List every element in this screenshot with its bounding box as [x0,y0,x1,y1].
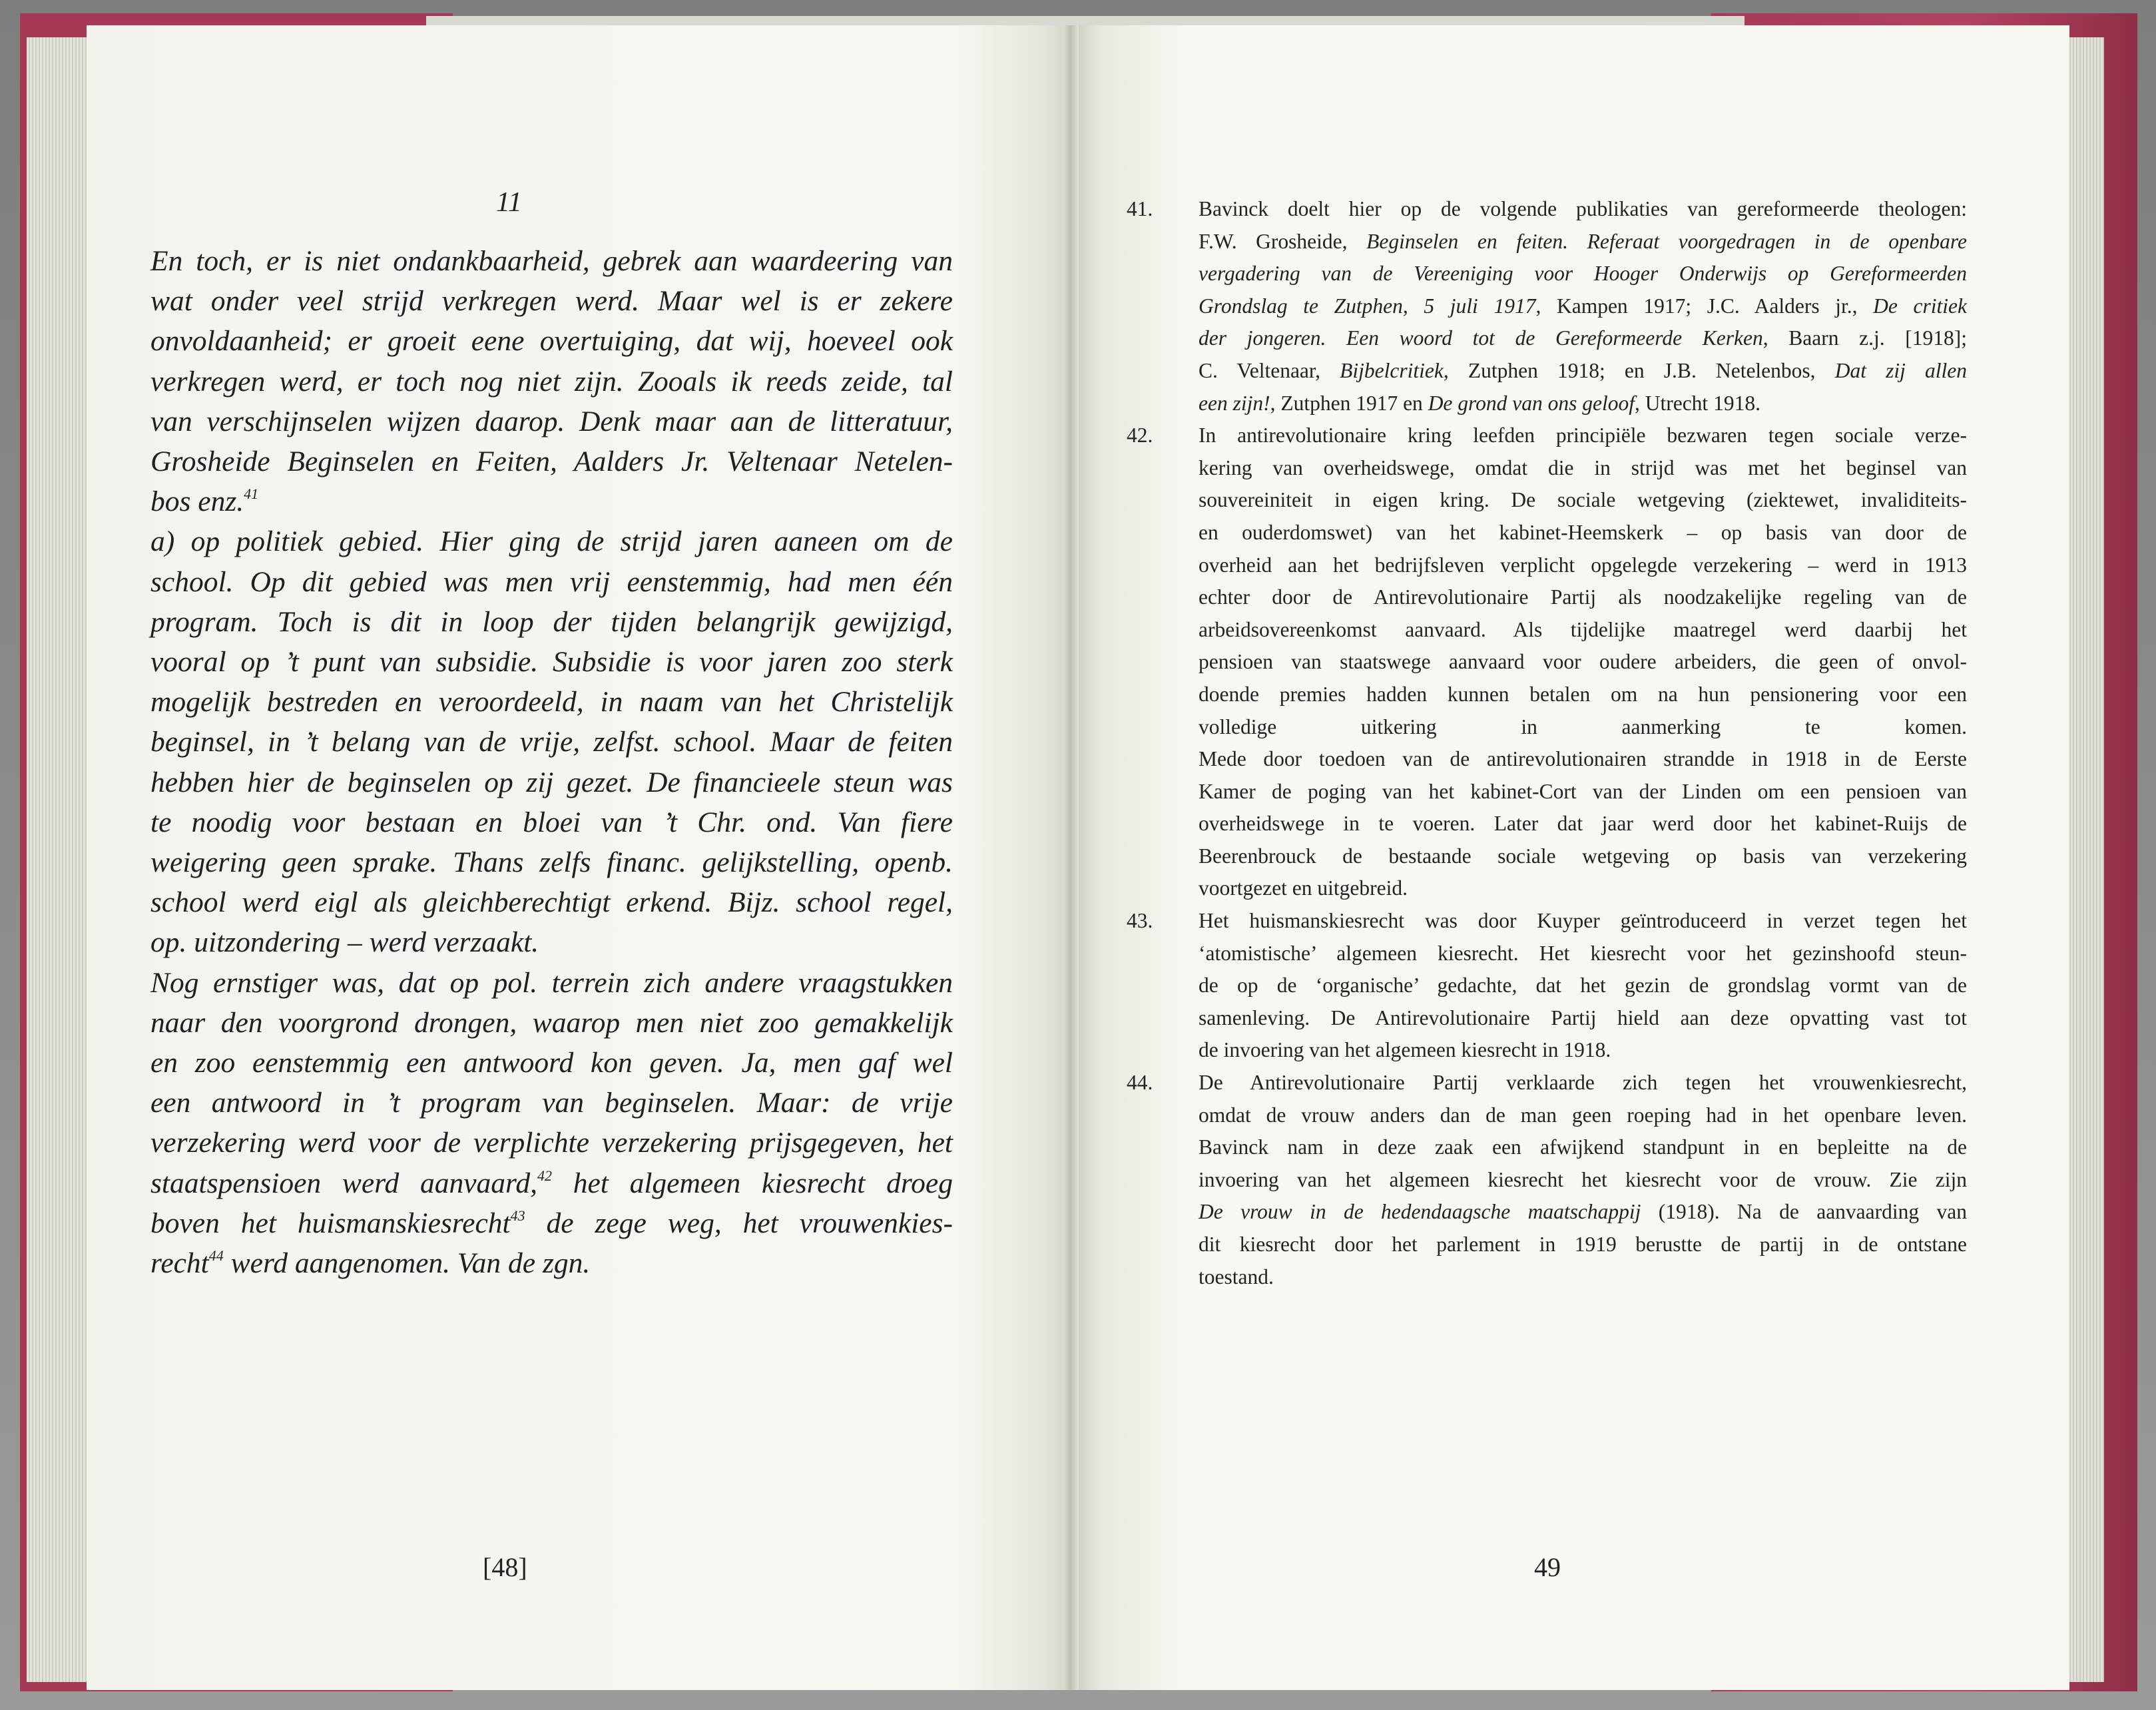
text-line: naar den voorgrond drongen, waarop men niet zoo gemakkelijk [150,1006,953,1039]
text-line: mogelijk bestreden en veroordeeld, in naam van het Christelijk [150,686,953,718]
footnote-ref-44[interactable]: 44 [208,1247,224,1265]
text-line: vooral op ’t punt van subsidie. Subsidie is voor jaren zoo sterk [150,646,953,679]
text-line: Grosheide Beginselen en Feiten, Aalders Jr. Veltenaar Netelen- [150,445,953,478]
text-line: En toch, er is niet ondankbaarheid, gebrek aan waardeering van [150,245,953,277]
footnote-line: arbeidsovereenkomst aanvaard. Als tijdelijke maatregel werd daarbij het [1199,617,1967,641]
footnote-line: Grondslag te Zutphen, 5 juli 1917, Kampen 1917; J.C. Aalders jr., De critiek [1199,294,1968,318]
footnote-line: volledige uitkering in aanmerking te komen. [1199,714,1967,738]
footnote-line: In antirevolutionaire kring leefden principiële bezwaren tegen sociale verze- [1199,424,1967,447]
text-line: hebben hier de beginselen op zij gezet. De financieele steun was [150,766,953,798]
text-line: te noodig voor bestaan en bloei van ’t Chr. ond. Van fiere [150,806,953,838]
footnote-43 [1127,905,1967,1067]
text-line: weigering geen sprake. Thans zelfs financ. gelijkstelling, openb. [150,846,953,879]
footnote-line: overheid aan het bedrijfsleven verplicht opgelegde verzekering – werd in 1913 [1199,553,1967,577]
footnote-line: Mede door toedoen van de antirevolutionairen strandde in 1918 in de Eerste [1199,747,1967,771]
text-line: verkregen werd, er toch nog niet zijn. Zooals ik reeds zeide, tal [150,365,953,398]
footnote-line: overheidswege in te voeren. Later dat jaar werd door het kabinet-Ruijs de [1199,812,1967,836]
text-line: wat onder veel strijd verkregen werd. Maar wel is er zekere [150,285,953,318]
footnote-line: Bavinck nam in deze zaak een afwijkend standpunt in en bepleitte na de [1199,1135,1967,1159]
footnote-line: Kamer de poging van het kabinet-Cort van der Linden om een pensioen van [1199,779,1967,803]
footnote-line: voortgezet en uitgebreid. [1199,876,1408,900]
text-line: en zoo eenstemmig een antwoord kon geven. Ja, men gaf wel [150,1047,953,1079]
footnote-line: F.W. Grosheide, Beginselen en feiten. Referaat voorgedragen in de openbare [1199,229,1967,253]
text-line: een antwoord in ’t program van beginselen. Maar: de vrije [150,1087,953,1119]
text-line: verzekering werd voor de verplichte verzekering prijsgegeven, het [150,1127,953,1159]
text-line: onvoldaanheid; er groeit eene overtuiging, dat wij, hoeveel ook [150,325,953,358]
main-text [150,241,953,1283]
footnote-number: 41. [1127,197,1153,220]
text-line: recht$^{44}$ werd aangenomen. Van de zgn. [150,1247,591,1280]
text-line: program. Toch is dit in loop der tijden belangrijk gewijzigd, [150,605,953,638]
footnote-line: een zijn!, Zutphen 1917 en De grond van ons geloof, Utrecht 1918. [1199,391,1760,415]
footnote-line: Beerenbrouck de bestaande sociale wetgeving op basis van verzekering [1199,844,1967,868]
footnote-line: de op de ‘organische’ gedachte, dat het gezin de grondslag vormt van de [1199,974,1967,998]
footnote-ref-42[interactable]: 42 [537,1167,552,1184]
footnote-line: Het huismanskiesrecht was door Kuyper geïntroduceerd in verzet tegen het [1199,909,1967,933]
footnote-number: 44. [1127,1071,1153,1095]
footnote-body [1199,193,1967,420]
footnote-line: der jongeren. Een woord tot de Gereformeerde Kerken, Baarn z.j. [1918]; [1199,326,1968,350]
footnote-42 [1127,420,1967,905]
page-number-right: 49 [1534,1552,1561,1582]
footnote-line: Bavinck doelt hier op de volgende publikaties van gereformeerde theologen: [1199,197,1967,220]
footnote-ref-43[interactable]: 43 [510,1207,525,1224]
text-line: op. uitzondering – werd verzaakt. [150,926,539,959]
footnote-body [1199,905,1967,1067]
footnote-line: echter door de Antirevolutionaire Partij als noodzakelijke regeling van de [1199,585,1967,609]
footnote-ref-41[interactable]: 41 [244,485,259,503]
text-line: school werd eigl als gleichberechtigt erkend. Bijz. school regel, [150,886,953,919]
footnote-line: souvereiniteit in eigen kring. De sociale wetgeving (ziektewet, invaliditeits- [1199,488,1967,512]
text-line: staatspensioen werd aanvaard,$^{42}$ het algemeen kiesrecht droeg [150,1167,953,1199]
footnote-line: vergadering van de Vereeniging voor Hooger Onderwijs op Gereformeerden [1199,262,1967,286]
footnote-line: omdat de vrouw anders dan de man geen roeping had in het openbare leven. [1199,1103,1967,1127]
footnote-line: invoering van het algemeen kiesrecht het kiesrecht voor de vrouw. Zie zijn [1199,1167,1967,1191]
footnote-line: en ouderdomswet) van het kabinet-Heemskerk – op basis van door de [1199,520,1967,544]
footnote-41 [1127,193,1967,420]
text-line: bos enz.$^{41}$ [150,485,259,518]
footnote-line: doende premies hadden kunnen betalen om na hun pensionering voor een [1199,682,1967,706]
chapter-number: 11 [496,187,522,218]
footnote-line: samenleving. De Antirevolutionaire Partij hield aan deze opvatting vast tot [1199,1005,1967,1029]
text-line: beginsel, in ’t belang van de vrije, zelfst. school. Maar de feiten [150,726,953,758]
footnote-line: dit kiesrecht door het parlement in 1919 berustte de partij in de ontstane [1199,1233,1967,1256]
footnote-number: 43. [1127,909,1153,933]
text-line: school. Op dit gebied was men vrij eenstemmig, had men één [150,565,953,598]
page-number-left: [48] [483,1552,527,1582]
footnote-line: de invoering van het algemeen kiesrecht in 1918. [1199,1038,1611,1062]
text-line: boven het huismanskiesrecht$^{43}$ de zege weg, het vrouwenkies- [150,1207,953,1239]
text-line: Nog ernstiger was, dat op pol. terrein zich andere vraagstukken [150,966,953,999]
footnote-line: pensioen van staatswege aanvaard voor oudere arbeiders, die geen of onvol- [1199,650,1967,674]
footnote-body [1199,1067,1967,1293]
footnote-line: C. Veltenaar, Bijbelcritiek, Zutphen 1918; en J.B. Netelenbos, Dat zij allen [1199,358,1968,382]
footnote-line: De Antirevolutionaire Partij verklaarde zich tegen het vrouwenkiesrecht, [1199,1071,1967,1095]
footnote-body [1199,420,1967,905]
text-line: a) op politiek gebied. Hier ging de strijd jaren aaneen om de [150,525,953,558]
footnote-number: 42. [1127,424,1153,447]
footnote-line: De vrouw in de hedendaagsche maatschappij (1918). Na de aanvaarding van [1199,1200,1967,1224]
text-line: van verschijnselen wijzen daarop. Denk maar aan de litteratuur, [150,405,953,437]
footnote-line: toestand. [1199,1265,1274,1288]
book-gutter [1063,25,1079,1690]
footnotes-section [1127,193,1967,1293]
footnote-line: kering van overheidswege, omdat die in strijd was met het beginsel van [1199,455,1967,479]
footnote-line: ‘atomistische’ algemeen kiesrecht. Het kiesrecht voor het gezinshoofd steun- [1199,941,1967,965]
footnote-44 [1127,1067,1967,1293]
